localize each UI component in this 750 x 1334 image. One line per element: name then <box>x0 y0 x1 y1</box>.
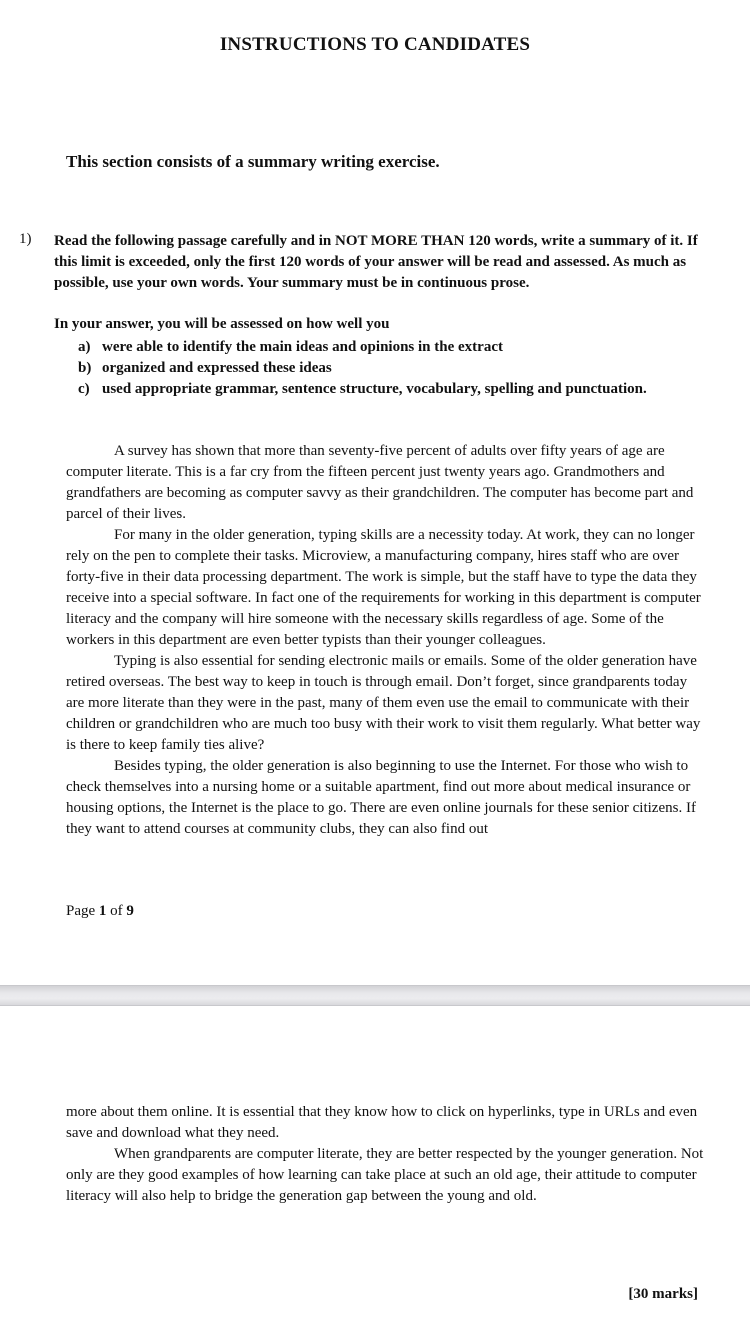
page-number-prefix: Page <box>66 903 96 919</box>
passage-paragraph: more about them online. It is essential that they know how to click on hyperlinks, type in URLs and even save and download what they need. <box>66 1104 698 1141</box>
criterion-text: used appropriate grammar, sentence structure, vocabulary, spelling and punctuation. <box>102 381 647 397</box>
criterion-marker: b) <box>78 360 92 376</box>
passage-continued <box>66 1102 706 1207</box>
page-number-total: 9 <box>126 903 134 919</box>
criterion-marker: a) <box>78 339 91 355</box>
criterion-item <box>78 379 647 400</box>
assessment-criteria <box>78 337 647 400</box>
passage-paragraph: Typing is also essential for sending electronic mails or emails. Some of the older generation have retired overseas. The best way to keep in touch is through email. Don’t forget, since grandparents today are more literate than they were in the past, many of them even use the email to communicate with their children or grandchildren who are much too busy with their work to visit them regularly. What better way is there to keep family ties alive? <box>66 653 701 753</box>
question-instructions: Read the following passage carefully and in NOT MORE THAN 120 words, write a summary of it. If this limit is exceeded, only the first 120 words of your answer will be read and assessed. As much as possible, use your own words. Your summary must be in continuous prose. <box>54 233 698 291</box>
question-number: 1) <box>19 231 32 247</box>
section-intro: This section consists of a summary writing exercise. <box>66 152 440 171</box>
passage-paragraph: Besides typing, the older generation is also beginning to use the Internet. For those who wish to check themselves into a nursing home or a suitable apartment, find out more about medical insurance or housing options, the Internet is the place to go. There are even online journals for these senior citizens. If they want to attend courses at community clubs, they can also find out <box>66 758 696 837</box>
criterion-marker: c) <box>78 381 90 397</box>
criterion-item <box>78 358 647 379</box>
criterion-text: organized and expressed these ideas <box>102 360 332 376</box>
assessment-lead: In your answer, you will be assessed on how well you <box>54 316 390 332</box>
page-number <box>66 903 134 920</box>
passage <box>66 441 706 840</box>
total-marks: [30 marks] <box>628 1286 698 1302</box>
passage-paragraph: When grandparents are computer literate, they are better respected by the younger generation. Not only are they good examples of how learning can take place at such an old age, their attitude to computer literacy will also help to bridge the generation gap between the young and old. <box>66 1146 704 1204</box>
page-separator <box>0 985 750 1006</box>
criterion-text: were able to identify the main ideas and opinions in the extract <box>102 339 503 355</box>
passage-paragraph: A survey has shown that more than seventy-five percent of adults over fifty years of age are computer literate. This is a far cry from the fifteen percent just twenty years ago. Grandmothers and grandfathers are becoming as computer savvy as their grandchildren. The computer has become part and parcel of their lives. <box>66 443 694 522</box>
page-number-of: of <box>110 903 123 919</box>
document-page-2 <box>0 1006 750 1334</box>
page-number-current: 1 <box>98 903 107 919</box>
criterion-item <box>78 337 647 358</box>
page-title: INSTRUCTIONS TO CANDIDATES <box>219 34 531 55</box>
passage-paragraph: For many in the older generation, typing skills are a necessity today. At work, they can no longer rely on the pen to complete their tasks. Microview, a manufacturing company, hires staff who are over forty-five in their data processing department. The work is simple, but the staff have to type the data they receive into a special software. In fact one of the requirements for working in this department is computer literacy and the company will hire someone with the necessary skills regardless of age. Some of the workers in this department are even better typists than their younger colleagues. <box>66 527 701 648</box>
